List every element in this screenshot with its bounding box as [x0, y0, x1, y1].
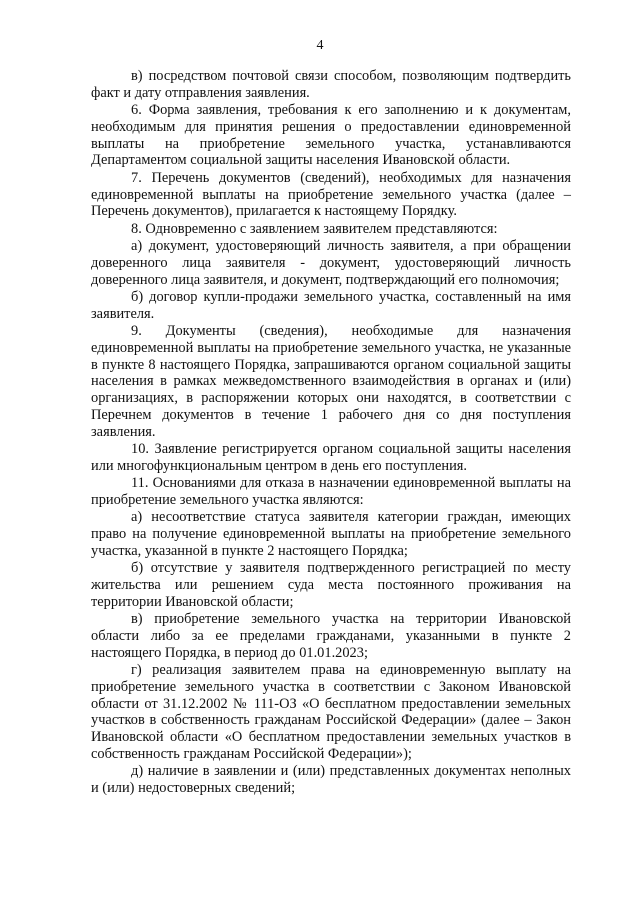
paragraph-8-item-a: а) документ, удостоверяющий личность заявителя, а при обращении доверенного лица заявителя - документ, удостоверяющий личность доверенного лица заявителя, и документ, подтверждающий его полномочия;	[91, 238, 571, 288]
paragraph-10: 10. Заявление регистрируется органом социальной защиты населения или многофункциональным центром в день его поступления.	[91, 441, 571, 474]
paragraph-11-item-d: д) наличие в заявлении и (или) представленных документах неполных и (или) недостоверных сведений;	[91, 763, 571, 796]
paragraph-7: 7. Перечень документов (сведений), необходимых для назначения единовременной выплаты на приобретение земельного участка (далее – Перечень документов), прилагается к настоящему Порядку.	[91, 169, 571, 220]
document-body	[91, 68, 571, 797]
paragraph-item-v-postal: в) посредством почтовой связи способом, позволяющим подтвердить факт и дату отправления заявления.	[91, 68, 571, 101]
paragraph-11-item-b: б) отсутствие у заявителя подтвержденного регистрацией по месту жительства или решением суда места постоянного проживания на территории Ивановской области;	[91, 560, 571, 610]
page-number: 4	[316, 38, 324, 53]
paragraph-11-item-a: а) несоответствие статуса заявителя категории граждан, имеющих право на получение единовременной выплаты на приобретение земельного участка, указанной в пункте 2 настоящего Порядка;	[91, 509, 571, 559]
paragraph-11-item-g: г) реализация заявителем права на единовременную выплату на приобретение земельного участка в соответствии с Законом Ивановской области от 31.12.2002 № 111-ОЗ «О бесплатном предоставлении земельных участков в собственность гражданам Российской Федерации» (далее – Закон Ивановской области «О бесплатном предоставлении земельных участков в собственность гражданам Российской Федерации»);	[91, 662, 571, 762]
paragraph-8: 8. Одновременно с заявлением заявителем представляются:	[131, 220, 498, 237]
paragraph-11: 11. Основаниями для отказа в назначении единовременной выплаты на приобретение земельного участка являются:	[91, 475, 571, 508]
paragraph-9: 9. Документы (сведения), необходимые для назначения единовременной выплаты на приобретение земельного участка, не указанные в пункте 8 настоящего Порядка, запрашиваются органом социальной защиты населения в рамках межведомственного взаимодействия в органах и (или) организациях, в распоряжении которых они находятся, в соответствии с Перечнем документов в течение 1 рабочего дня со дня поступления заявления.	[91, 323, 571, 440]
paragraph-6: 6. Форма заявления, требования к его заполнению и к документам, необходимым для принятия решения о предоставлении единовременной выплаты на приобретение земельного участка, устанавливаются Департаментом социальной защиты населения Ивановской области.	[91, 102, 571, 169]
paragraph-8-item-b: б) договор купли-продажи земельного участка, составленный на имя заявителя.	[91, 289, 571, 322]
paragraph-11-item-v: в) приобретение земельного участка на территории Ивановской области либо за ее пределами гражданами, указанными в пункте 2 настоящего Порядка, в период до 01.01.2023;	[91, 611, 571, 661]
